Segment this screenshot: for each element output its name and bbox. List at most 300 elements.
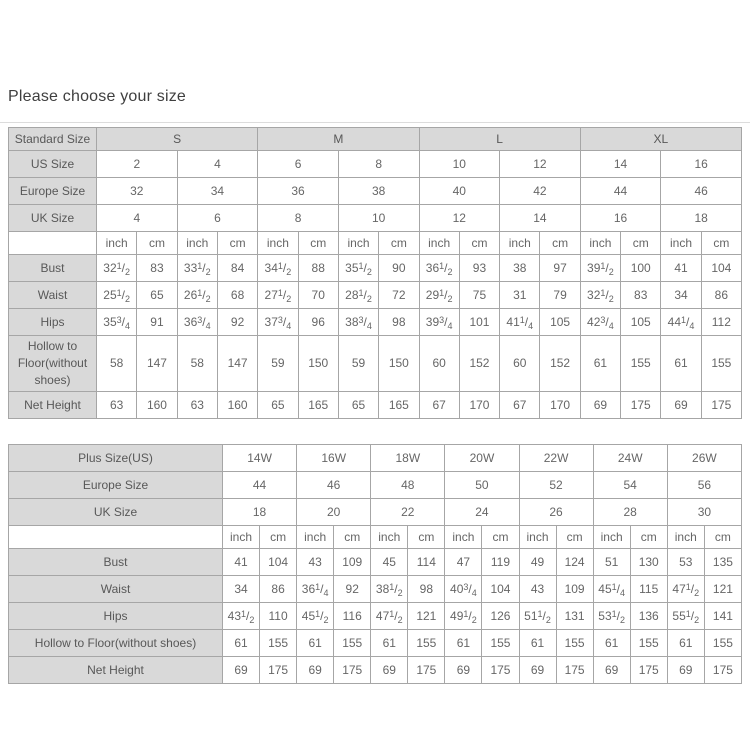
row-label: Bust (9, 549, 223, 576)
value-cell: 43 (297, 549, 334, 576)
table-row (9, 178, 742, 205)
unit-cell: cm (701, 232, 741, 255)
value-cell: 84 (217, 255, 257, 282)
value-cell: 68 (217, 282, 257, 309)
fraction-denominator: 4 (125, 320, 131, 331)
value-cell: 112 (701, 309, 741, 336)
fraction-denominator: 2 (249, 614, 255, 625)
value-cell: 44 (580, 178, 661, 205)
value-cell: 16 (661, 151, 742, 178)
value-cell: 20W (445, 445, 519, 472)
value-cell: 150 (379, 336, 419, 392)
plus-size-table (8, 444, 742, 684)
table-row (9, 205, 742, 232)
value-cell: 155 (482, 630, 519, 657)
unit-cell: inch (371, 526, 408, 549)
value-cell: $28^1/_2$ (338, 282, 378, 309)
value-cell: 42 (500, 178, 581, 205)
size-header-cell: S (97, 128, 258, 151)
value-cell: 61 (593, 630, 630, 657)
value-cell: 4 (97, 205, 178, 232)
value-cell: 175 (556, 657, 593, 684)
value-cell: 69 (580, 392, 620, 419)
fraction-numerator: 1 (358, 287, 364, 298)
value-cell: 92 (217, 309, 257, 336)
fraction-denominator: 2 (205, 266, 211, 277)
value-cell: 175 (260, 657, 297, 684)
value-cell: 114 (408, 549, 445, 576)
value-cell: 83 (137, 255, 177, 282)
value-cell: 32 (97, 178, 178, 205)
value-cell: 14 (580, 151, 661, 178)
value-cell: 61 (667, 630, 704, 657)
fraction-numerator: 1 (116, 287, 122, 298)
unit-cell: inch (667, 526, 704, 549)
value-cell: 56 (667, 472, 741, 499)
fraction-denominator: 4 (366, 320, 372, 331)
row-label: UK Size (9, 205, 97, 232)
value-cell: 58 (97, 336, 137, 392)
fraction-numerator: 3 (439, 314, 445, 325)
value-cell: 105 (621, 309, 661, 336)
fraction-denominator: 2 (694, 614, 700, 625)
value-cell: 69 (661, 392, 701, 419)
unit-cell: cm (137, 232, 177, 255)
size-header-cell: L (419, 128, 580, 151)
value-cell: 104 (482, 576, 519, 603)
value-cell: 93 (459, 255, 499, 282)
value-cell: 26 (519, 499, 593, 526)
table-row (9, 309, 742, 336)
value-cell: 46 (297, 472, 371, 499)
fraction-denominator: 4 (620, 587, 626, 598)
table-row (9, 445, 742, 472)
value-cell: 61 (371, 630, 408, 657)
row-label: Net Height (9, 657, 223, 684)
value-cell: $55^1/_2$ (667, 603, 704, 630)
value-cell: 86 (260, 576, 297, 603)
fraction-numerator: 1 (241, 608, 247, 619)
value-cell: 124 (556, 549, 593, 576)
row-label: Hollow to Floor(without shoes) (9, 336, 97, 392)
fraction-numerator: 1 (439, 260, 445, 271)
value-cell: 141 (704, 603, 741, 630)
value-cell: 136 (630, 603, 667, 630)
value-cell: 152 (540, 336, 580, 392)
value-cell: 121 (704, 576, 741, 603)
value-cell: 155 (704, 630, 741, 657)
table-row (9, 526, 742, 549)
value-cell: 18 (223, 499, 297, 526)
value-cell: 170 (540, 392, 580, 419)
value-cell: 26W (667, 445, 741, 472)
fraction-numerator: 1 (116, 260, 122, 271)
value-cell: $53^1/_2$ (593, 603, 630, 630)
value-cell: 24 (445, 499, 519, 526)
value-cell: 47 (445, 549, 482, 576)
value-cell: 175 (704, 657, 741, 684)
table-row (9, 151, 742, 178)
value-cell: $40^3/_4$ (445, 576, 482, 603)
table-row (9, 549, 742, 576)
table-row (9, 603, 742, 630)
table-row (9, 336, 742, 392)
value-cell: 72 (379, 282, 419, 309)
value-cell: 88 (298, 255, 338, 282)
value-cell: 100 (621, 255, 661, 282)
value-cell: 65 (258, 392, 298, 419)
title-divider (0, 122, 750, 123)
unit-cell: inch (661, 232, 701, 255)
value-cell: 8 (258, 205, 339, 232)
unit-cell: cm (621, 232, 661, 255)
fraction-denominator: 4 (608, 320, 614, 331)
fraction-numerator: 3 (197, 314, 203, 325)
value-cell: $35^3/_4$ (97, 309, 137, 336)
value-cell: 165 (379, 392, 419, 419)
value-cell: 20 (297, 499, 371, 526)
value-cell: 170 (459, 392, 499, 419)
value-cell: 63 (177, 392, 217, 419)
value-cell: $39^3/_4$ (419, 309, 459, 336)
fraction-denominator: 2 (545, 614, 551, 625)
value-cell: 101 (459, 309, 499, 336)
value-cell: 22 (371, 499, 445, 526)
table-row (9, 499, 742, 526)
value-cell: 61 (223, 630, 260, 657)
table-row (9, 392, 742, 419)
value-cell: 30 (667, 499, 741, 526)
value-cell: $32^1/_2$ (97, 255, 137, 282)
fraction-denominator: 2 (447, 293, 453, 304)
value-cell: 8 (338, 151, 419, 178)
value-cell: 69 (593, 657, 630, 684)
value-cell: 135 (704, 549, 741, 576)
value-cell: $38^1/_2$ (371, 576, 408, 603)
fraction-numerator: 1 (277, 287, 283, 298)
fraction-numerator: 3 (463, 581, 469, 592)
value-cell: 92 (334, 576, 371, 603)
fraction-numerator: 3 (277, 314, 283, 325)
row-label: Standard Size (9, 128, 97, 151)
row-label: Waist (9, 576, 223, 603)
value-cell: 175 (482, 657, 519, 684)
value-cell: 61 (580, 336, 620, 392)
value-cell: 22W (519, 445, 593, 472)
unit-cell: inch (445, 526, 482, 549)
value-cell: 155 (630, 630, 667, 657)
row-label: Europe Size (9, 472, 223, 499)
value-cell: 104 (260, 549, 297, 576)
value-cell: $39^1/_2$ (580, 255, 620, 282)
value-cell: $49^1/_2$ (445, 603, 482, 630)
value-cell: 16 (580, 205, 661, 232)
value-cell: 83 (621, 282, 661, 309)
value-cell: $43^1/_2$ (223, 603, 260, 630)
fraction-numerator: 1 (197, 287, 203, 298)
fraction-denominator: 2 (397, 614, 403, 625)
value-cell: 60 (419, 336, 459, 392)
value-cell: 115 (630, 576, 667, 603)
value-cell: 69 (667, 657, 704, 684)
value-cell: 44 (223, 472, 297, 499)
fraction-denominator: 2 (366, 293, 372, 304)
value-cell: 4 (177, 151, 258, 178)
size-header-cell: M (258, 128, 419, 151)
fraction-denominator: 2 (323, 614, 329, 625)
fraction-denominator: 2 (620, 614, 626, 625)
value-cell: 96 (298, 309, 338, 336)
value-cell: 155 (556, 630, 593, 657)
fraction-denominator: 2 (125, 293, 131, 304)
value-cell: 6 (177, 205, 258, 232)
unit-cell: inch (338, 232, 378, 255)
value-cell: 53 (667, 549, 704, 576)
row-label (9, 526, 223, 549)
unit-cell: inch (593, 526, 630, 549)
value-cell: 58 (177, 336, 217, 392)
fraction-denominator: 2 (366, 266, 372, 277)
value-cell: 116 (334, 603, 371, 630)
value-cell: 175 (334, 657, 371, 684)
fraction-denominator: 2 (694, 587, 700, 598)
unit-cell: cm (334, 526, 371, 549)
fraction-denominator: 2 (286, 293, 292, 304)
value-cell: 50 (445, 472, 519, 499)
value-cell: $44^1/_4$ (661, 309, 701, 336)
value-cell: 126 (482, 603, 519, 630)
value-cell: 61 (297, 630, 334, 657)
row-label: Europe Size (9, 178, 97, 205)
value-cell: 69 (519, 657, 556, 684)
unit-cell: inch (258, 232, 298, 255)
fraction-numerator: 1 (681, 314, 687, 325)
fraction-denominator: 2 (608, 266, 614, 277)
value-cell: 67 (500, 392, 540, 419)
value-cell: $33^1/_2$ (177, 255, 217, 282)
table-row (9, 282, 742, 309)
value-cell: 34 (223, 576, 260, 603)
row-label: US Size (9, 151, 97, 178)
value-cell: 69 (223, 657, 260, 684)
table-row (9, 657, 742, 684)
value-cell: 165 (298, 392, 338, 419)
value-cell: 160 (137, 392, 177, 419)
value-cell: 110 (260, 603, 297, 630)
unit-cell: inch (500, 232, 540, 255)
value-cell: 38 (338, 178, 419, 205)
value-cell: 104 (701, 255, 741, 282)
value-cell: 31 (500, 282, 540, 309)
value-cell: 160 (217, 392, 257, 419)
value-cell: $35^1/_2$ (338, 255, 378, 282)
table-row (9, 576, 742, 603)
unit-cell: cm (298, 232, 338, 255)
value-cell: 65 (338, 392, 378, 419)
fraction-numerator: 3 (358, 314, 364, 325)
fraction-numerator: 1 (439, 287, 445, 298)
unit-cell: cm (459, 232, 499, 255)
value-cell: 41 (223, 549, 260, 576)
value-cell: $29^1/_2$ (419, 282, 459, 309)
fraction-numerator: 1 (685, 608, 691, 619)
value-cell: 155 (701, 336, 741, 392)
page-title: Please choose your size (8, 88, 187, 105)
value-cell: $42^3/_4$ (580, 309, 620, 336)
value-cell: $26^1/_2$ (177, 282, 217, 309)
value-cell: 49 (519, 549, 556, 576)
unit-cell: inch (519, 526, 556, 549)
table-row (9, 255, 742, 282)
value-cell: 34 (661, 282, 701, 309)
value-cell: 2 (97, 151, 178, 178)
fraction-numerator: 1 (358, 260, 364, 271)
value-cell: 109 (556, 576, 593, 603)
value-cell: 147 (217, 336, 257, 392)
value-cell: 59 (258, 336, 298, 392)
fraction-denominator: 2 (447, 266, 453, 277)
value-cell: 121 (408, 603, 445, 630)
value-cell: 24W (593, 445, 667, 472)
value-cell: 91 (137, 309, 177, 336)
unit-cell: cm (704, 526, 741, 549)
value-cell: 75 (459, 282, 499, 309)
value-cell: 97 (540, 255, 580, 282)
size-header-cell: XL (580, 128, 741, 151)
fraction-denominator: 2 (608, 293, 614, 304)
unit-cell: cm (408, 526, 445, 549)
unit-cell: cm (630, 526, 667, 549)
fraction-denominator: 4 (323, 587, 329, 598)
value-cell: 34 (177, 178, 258, 205)
fraction-numerator: 1 (315, 608, 321, 619)
unit-cell: cm (217, 232, 257, 255)
unit-cell: cm (260, 526, 297, 549)
row-label: Net Height (9, 392, 97, 419)
value-cell: 10 (338, 205, 419, 232)
value-cell: 48 (371, 472, 445, 499)
fraction-denominator: 2 (205, 293, 211, 304)
fraction-numerator: 1 (315, 581, 321, 592)
unit-cell: inch (177, 232, 217, 255)
value-cell: $45^1/_4$ (593, 576, 630, 603)
value-cell: 52 (519, 472, 593, 499)
value-cell: 43 (519, 576, 556, 603)
unit-cell: inch (223, 526, 260, 549)
fraction-numerator: 3 (600, 314, 606, 325)
fraction-denominator: 4 (689, 320, 695, 331)
fraction-numerator: 1 (685, 581, 691, 592)
value-cell: 86 (701, 282, 741, 309)
value-cell: 14 (500, 205, 581, 232)
value-cell: $36^1/_4$ (297, 576, 334, 603)
value-cell: 40 (419, 178, 500, 205)
value-cell: 38 (500, 255, 540, 282)
value-cell: 131 (556, 603, 593, 630)
value-cell: 59 (338, 336, 378, 392)
value-cell: $34^1/_2$ (258, 255, 298, 282)
fraction-denominator: 4 (471, 587, 477, 598)
value-cell: 67 (419, 392, 459, 419)
value-cell: 61 (445, 630, 482, 657)
value-cell: 18 (661, 205, 742, 232)
table-row (9, 232, 742, 255)
value-cell: 61 (519, 630, 556, 657)
value-cell: 36 (258, 178, 339, 205)
unit-cell: cm (540, 232, 580, 255)
value-cell: 119 (482, 549, 519, 576)
value-cell: 60 (500, 336, 540, 392)
value-cell: 12 (500, 151, 581, 178)
row-label: UK Size (9, 499, 223, 526)
value-cell: 130 (630, 549, 667, 576)
value-cell: 79 (540, 282, 580, 309)
value-cell: 175 (408, 657, 445, 684)
value-cell: 65 (137, 282, 177, 309)
table-row (9, 630, 742, 657)
value-cell: 51 (593, 549, 630, 576)
row-label: Plus Size(US) (9, 445, 223, 472)
table-row (9, 472, 742, 499)
value-cell: 61 (661, 336, 701, 392)
value-cell: $25^1/_2$ (97, 282, 137, 309)
row-label: Bust (9, 255, 97, 282)
fraction-numerator: 1 (389, 608, 395, 619)
value-cell: 28 (593, 499, 667, 526)
value-cell: $36^1/_2$ (419, 255, 459, 282)
fraction-denominator: 2 (471, 614, 477, 625)
fraction-numerator: 1 (463, 608, 469, 619)
row-label: Hips (9, 603, 223, 630)
unit-cell: inch (580, 232, 620, 255)
fraction-denominator: 2 (397, 587, 403, 598)
fraction-denominator: 2 (286, 266, 292, 277)
unit-cell: inch (419, 232, 459, 255)
value-cell: 109 (334, 549, 371, 576)
fraction-denominator: 4 (447, 320, 453, 331)
value-cell: 69 (371, 657, 408, 684)
fraction-numerator: 1 (537, 608, 543, 619)
row-label: Hips (9, 309, 97, 336)
value-cell: $41^1/_4$ (500, 309, 540, 336)
value-cell: 63 (97, 392, 137, 419)
value-cell: 90 (379, 255, 419, 282)
row-label: Waist (9, 282, 97, 309)
fraction-denominator: 4 (205, 320, 211, 331)
value-cell: $32^1/_2$ (580, 282, 620, 309)
fraction-numerator: 1 (611, 581, 617, 592)
value-cell: 12 (419, 205, 500, 232)
value-cell: $51^1/_2$ (519, 603, 556, 630)
value-cell: 54 (593, 472, 667, 499)
fraction-denominator: 2 (125, 266, 131, 277)
value-cell: 152 (459, 336, 499, 392)
value-cell: 41 (661, 255, 701, 282)
value-cell: $47^1/_2$ (667, 576, 704, 603)
fraction-numerator: 3 (116, 314, 122, 325)
value-cell: 46 (661, 178, 742, 205)
fraction-numerator: 1 (611, 608, 617, 619)
value-cell: 150 (298, 336, 338, 392)
value-cell: 69 (297, 657, 334, 684)
unit-cell: cm (379, 232, 419, 255)
table-row (9, 128, 742, 151)
value-cell: 98 (379, 309, 419, 336)
value-cell: 14W (223, 445, 297, 472)
value-cell: 147 (137, 336, 177, 392)
value-cell: $27^1/_2$ (258, 282, 298, 309)
value-cell: 105 (540, 309, 580, 336)
